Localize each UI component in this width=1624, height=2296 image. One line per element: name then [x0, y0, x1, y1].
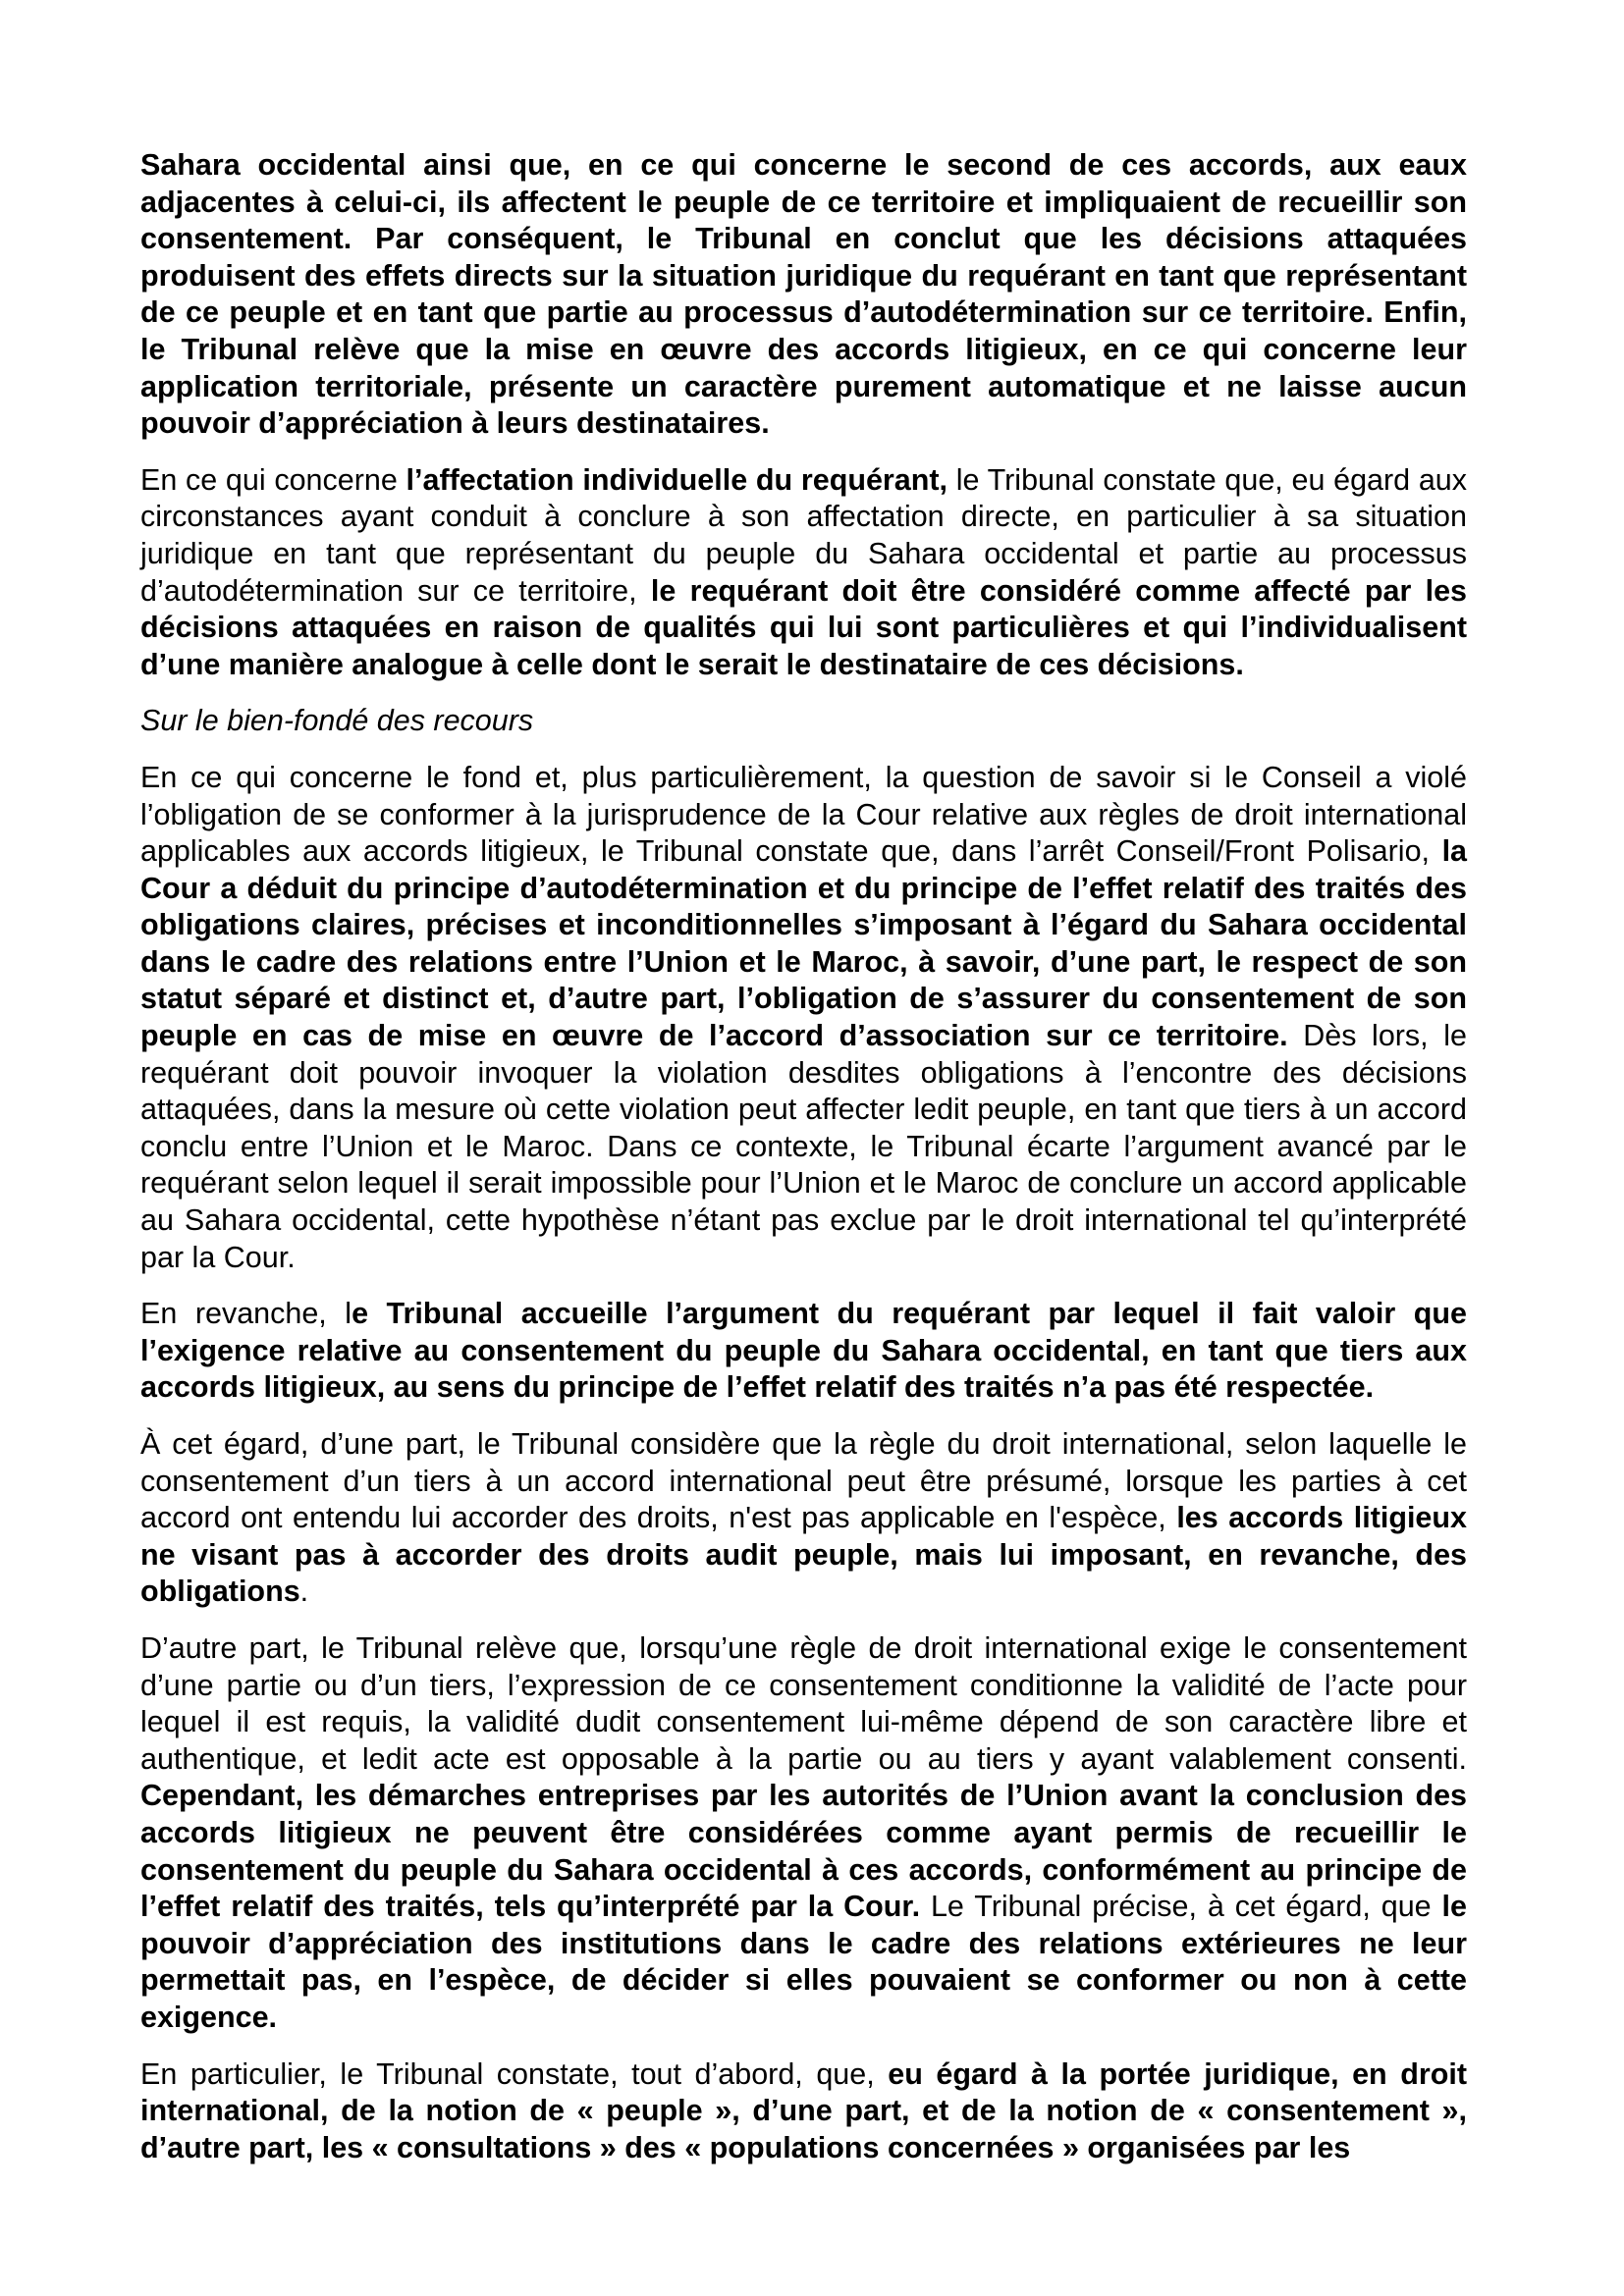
paragraph: [140, 1426, 1467, 1611]
text-run: le Tribunal constate que, eu égard aux circonstances ayant conduit à conclure à son affectation directe, en particulier à sa situation juridique en tant que représentant du peuple du Sahara occidental et partie au processus d’autodétermination sur ce territoire,: [140, 462, 1468, 608]
text-run: Dès lors, le requérant doit pouvoir invoquer la violation desdites obligations à l’encontre des décisions attaquées, dans la mesure où cette violation peut affecter ledit peuple, en tant que tiers à un accord conclu entre l’Union et le Maroc. Dans ce contexte, le Tribunal écarte l’argument avancé par le requérant selon lequel il serait impossible pour l’Union et le Maroc de conclure un accord applicable au Sahara occidental, cette hypothèse n’étant pas exclue par le droit international tel qu’interprété par la Cour.: [140, 1019, 1467, 1274]
text-run: les accords litigieux ne visant pas à accorder des droits audit peuple, mais lui imposant, en revanche, des obligations: [140, 1501, 1467, 1609]
text-run: e Tribunal accueille l’argument du requérant par lequel il fait valoir que l’exigence relative au consentement du peuple du Sahara occidental, en tant que tiers aux accords litigieux, au sens du principe de l’effet relatif des traités n’a pas été respectée.: [140, 1297, 1467, 1405]
text-run: Le Tribunal précise, à cet égard, que: [930, 1890, 1442, 1924]
paragraph: [140, 147, 1467, 443]
paragraph: [140, 1630, 1467, 2037]
text-run: le pouvoir d’appréciation des institutions dans le cadre des relations extérieures ne leur permettait pas, en l’espèce, de décider si elles pouvaient se conformer ou non à cette exigence.: [140, 1890, 1467, 2034]
text-run: En ce qui concerne le fond et, plus particulièrement, la question de savoir si le Conseil a violé l’obligation de se conformer à la jurisprudence de la Cour relative aux règles de droit international applicables aux accords litigieux, le Tribunal constate que, dans l’arrêt Conseil/Front Polisario,: [140, 760, 1467, 869]
text-run: l’affectation individuelle du requérant,: [406, 462, 956, 497]
text-run: D’autre part, le Tribunal relève que, lorsqu’une règle de droit international exige le consentement d’une partie ou d’un tiers, l’expression de ce consentement conditionne la validité de l’acte pour lequel il est requis, la validité dudit consentement lui-même dépend de son caractère libre et authentique, et ledit acte est opposable à la partie ou au tiers y ayant valablement consenti.: [140, 1630, 1467, 1776]
paragraph: [140, 1296, 1467, 1407]
text-run: le requérant doit être considéré comme affecté par les décisions attaquées en raison de qualités qui lui sont particulières et qui l’individualisent d’une manière analogue à celle dont le serait le destinataire de ces décisions.: [140, 573, 1467, 681]
text-run: Sur le bien-fondé des recours: [140, 704, 534, 738]
text-run: Cependant, les démarches entreprises par les autorités de l’Union avant la conclusion des accords litigieux ne peuvent être considérées comme ayant permis de recueillir le consentement du peuple du Sahara occidental à ces accords, conformément au principe de l’effet relatif des traités, tels qu’interprété par la Cour.: [140, 1779, 1467, 1924]
text-run: Sahara occidental ainsi que, en ce qui concerne le second de ces accords, aux eaux adjacentes à celui-ci, ils affectent le peuple de ce territoire et impliquaient de recueillir son consentement. Par conséquent, le Tribunal en conclut que les décisions attaquées produisent des effets directs sur la situation juridique du requérant en tant que représentant de ce peuple et en tant que partie au processus d’autodétermination sur ce territoire. Enfin, le Tribunal relève que la mise en œuvre des accords litigieux, en ce qui concerne leur application territoriale, présente un caractère purement automatique et ne laisse aucun pouvoir d’appréciation à leurs destinataires.: [140, 148, 1467, 441]
text-run: En ce qui concerne: [140, 462, 406, 497]
text-run: En revanche, l: [140, 1297, 352, 1331]
text-run: En particulier, le Tribunal constate, tout d’abord, que,: [140, 2056, 889, 2091]
document-content: [140, 147, 1467, 2166]
paragraph: [140, 760, 1467, 1276]
text-run: .: [299, 1575, 309, 1609]
section-heading: [140, 703, 1467, 740]
paragraph: [140, 462, 1467, 684]
paragraph: [140, 2056, 1467, 2167]
text-run: À cet égard, d’une part, le Tribunal considère que la règle du droit international, selon laquelle le consentement d’un tiers à un accord international peut être présumé, lorsque les parties à cet accord ont entendu lui accorder des droits, n'est pas applicable en l'espèce,: [140, 1427, 1467, 1535]
text-run: la Cour a déduit du principe d’autodétermination et du principe de l’effet relatif des traités des obligations claires, précises et inconditionnelles s’imposant à l’égard du Sahara occidental dans le cadre des relations entre l’Union et le Maroc, à savoir, d’une part, le respect de son statut séparé et distinct et, d’autre part, l’obligation de s’assurer du consentement de son peuple en cas de mise en œuvre de l’accord d’association sur ce territoire.: [140, 834, 1467, 1053]
text-run: eu égard à la portée juridique, en droit international, de la notion de « peuple », d’une part, et de la notion de « consentement », d’autre part, les « consultations » des « populations concernées » organisées par les: [140, 2056, 1468, 2164]
